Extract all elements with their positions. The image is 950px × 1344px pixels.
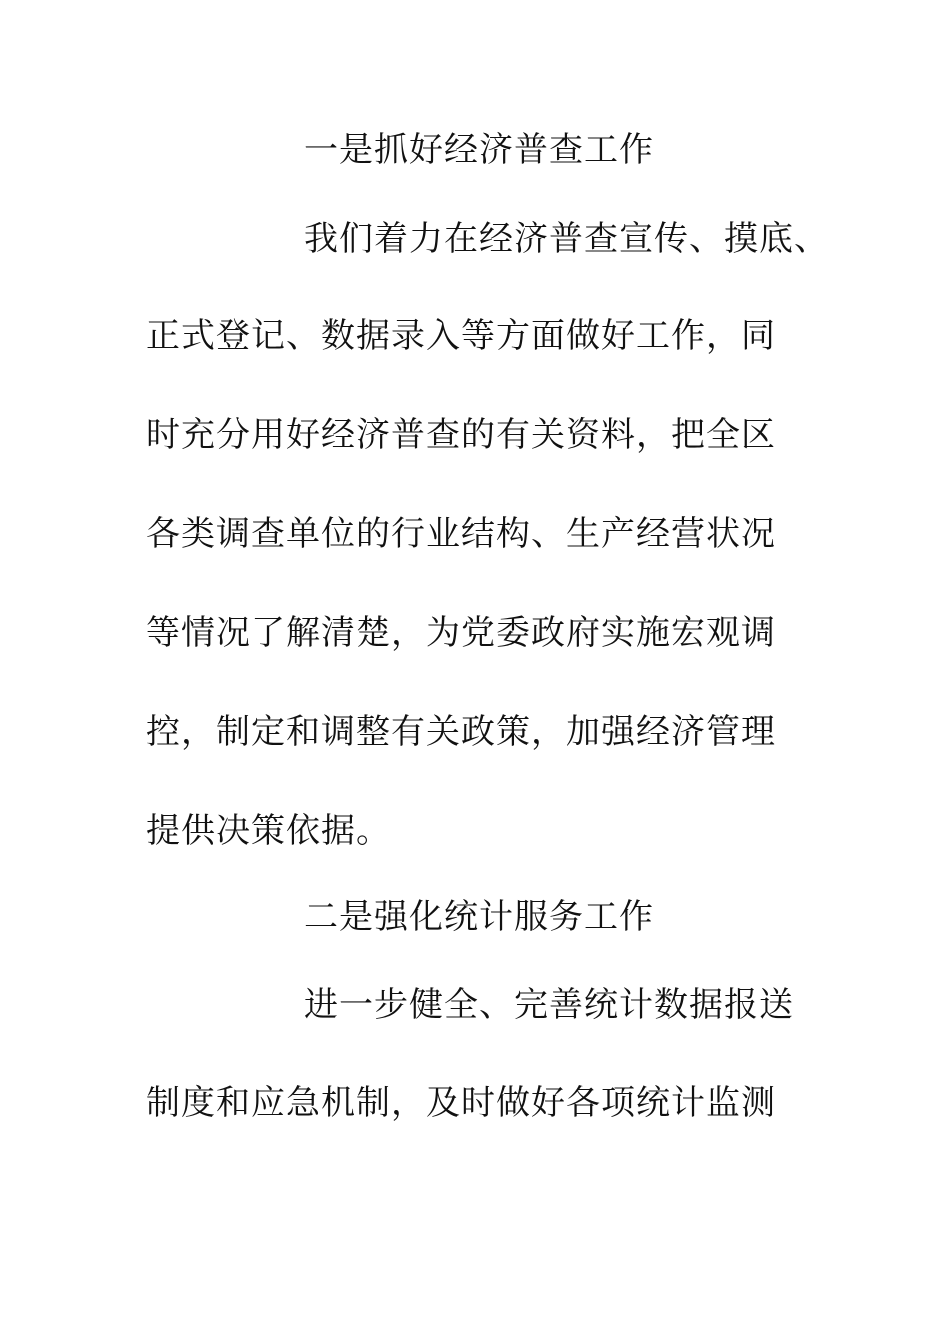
paragraph-1-line-6: 控，制定和调整有关政策，加强经济管理: [146, 712, 776, 752]
paragraph-1-line-4: 各类调查单位的行业结构、生产经营状况: [146, 514, 776, 554]
section-heading-2: 二是强化统计服务工作: [304, 897, 654, 937]
section-heading-1: 一是抓好经济普查工作: [304, 130, 654, 170]
paragraph-1-line-7: 提供决策依据。: [146, 811, 391, 851]
paragraph-1-line-5: 等情况了解清楚，为党委政府实施宏观调: [146, 613, 776, 653]
paragraph-2-line-1: 进一步健全、完善统计数据报送: [304, 985, 794, 1025]
paragraph-1-line-2: 正式登记、数据录入等方面做好工作，同: [146, 316, 776, 356]
paragraph-1-line-3: 时充分用好经济普查的有关资料，把全区: [146, 415, 776, 455]
paragraph-1-line-1: 我们着力在经济普查宣传、摸底、: [304, 219, 829, 259]
paragraph-2-line-2: 制度和应急机制，及时做好各项统计监测: [146, 1083, 776, 1123]
